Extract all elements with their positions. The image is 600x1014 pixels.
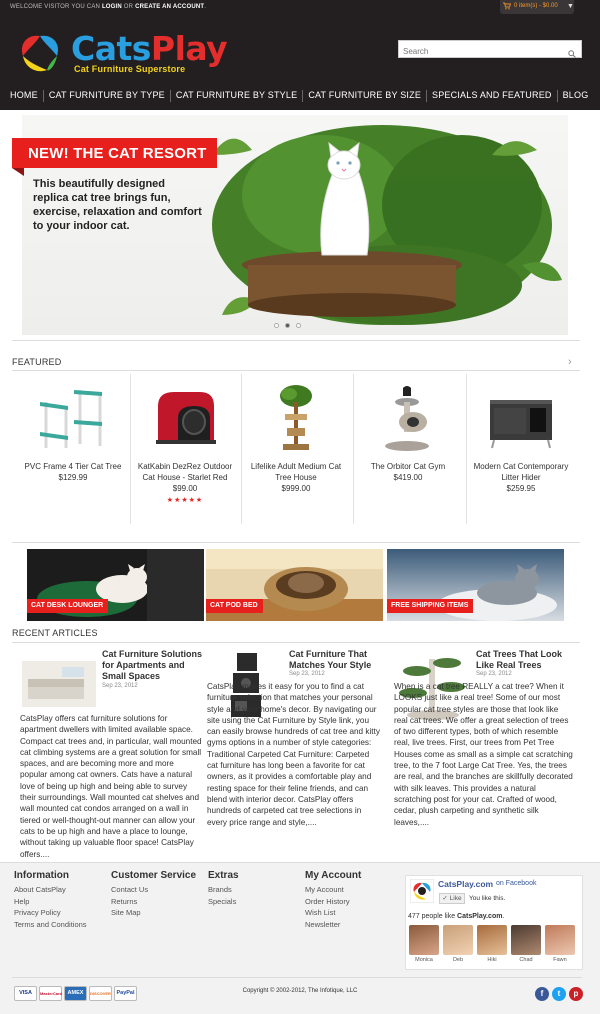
rating-stars: ★★★★★: [166, 497, 204, 504]
fan-name[interactable]: Monica: [415, 957, 433, 963]
banner-cat-desk-lounger[interactable]: [27, 549, 204, 621]
footer-link-wish-list[interactable]: Wish List: [305, 908, 336, 917]
login-link[interactable]: LOGIN: [101, 4, 122, 10]
hero-title[interactable]: NEW! THE CAT RESORT: [28, 145, 207, 162]
product-name[interactable]: The Orbitor Cat Gym: [370, 462, 446, 471]
product-image[interactable]: [261, 382, 331, 452]
facebook-page-name[interactable]: CatsPlay.com: [438, 879, 494, 889]
footer-link-about[interactable]: About CatsPlay: [14, 885, 66, 894]
period-text: .: [204, 4, 207, 10]
nav-by-style[interactable]: CAT FURNITURE BY STYLE: [170, 90, 302, 102]
product-card[interactable]: [17, 374, 129, 524]
logo-icon[interactable]: [15, 30, 65, 76]
slider-dot-2[interactable]: [285, 323, 290, 328]
logo-name-play: Play: [150, 29, 228, 68]
divider: [12, 370, 580, 371]
footer-column-customer-service: [111, 870, 206, 919]
fan-name[interactable]: Hiki: [487, 957, 497, 963]
mastercard-icon: MasterCard: [39, 986, 62, 1001]
fan-name[interactable]: Fawn: [553, 957, 567, 963]
fan-avatar[interactable]: [477, 925, 507, 955]
logo-name-cats: Cats: [71, 29, 151, 68]
search-box[interactable]: [398, 40, 582, 58]
footer-link-sitemap[interactable]: Site Map: [111, 908, 141, 917]
product-image[interactable]: [373, 382, 443, 452]
product-price: $99.00: [172, 484, 198, 493]
fan-avatar[interactable]: [443, 925, 473, 955]
fan-avatar[interactable]: [409, 925, 439, 955]
logo-wordmark[interactable]: [71, 29, 228, 68]
footer-link-my-account[interactable]: My Account: [305, 885, 344, 894]
banner-cat-pod-bed[interactable]: [206, 549, 383, 621]
banner-label: CAT POD BED: [206, 599, 263, 613]
slider-dot-1[interactable]: [274, 323, 279, 328]
product-image[interactable]: [38, 382, 108, 452]
facebook-on-text: on Facebook: [496, 880, 537, 887]
twitter-icon[interactable]: t: [552, 987, 566, 1001]
nav-home[interactable]: HOME: [10, 90, 38, 100]
facebook-like-count: [408, 913, 504, 920]
like-label: Like: [449, 895, 462, 902]
main-nav: [10, 90, 593, 102]
nav-specials[interactable]: SPECIALS AND FEATURED: [426, 90, 557, 102]
chevron-right-icon[interactable]: ›: [568, 356, 572, 368]
product-name[interactable]: Lifelike Adult Medium Cat Tree House: [250, 462, 342, 482]
article-title[interactable]: Cat Furniture That Matches Your Style: [289, 649, 372, 670]
discover-icon: DISCOVER: [89, 986, 112, 1001]
footer-link-newsletter[interactable]: Newsletter: [305, 919, 341, 929]
divider: [12, 977, 582, 978]
footer-heading: Information: [14, 870, 69, 881]
cart-icon: [503, 2, 511, 10]
article-excerpt: CatsPlay offers cat furniture solutions for apartment dwellers with limited available space. Compact cat trees and, in particular, wall mounted cat climbing systems are a great solution for small spaces, and are becoming more and more popular among cat owners. Cats have a natural love of being up high and being able to survey their surroundings. Wall mounted cat shelves and wall mounted cat condos arranged on a wall in tiered or well-thought-out manner can allow your cats to be up high and have a place to lounge, without taking up valuable floor space! CatsPlay offers....: [20, 714, 202, 859]
slider-pagination: [274, 323, 301, 328]
divider: [12, 340, 580, 341]
footer-link-privacy[interactable]: Privacy Policy: [14, 908, 61, 917]
footer-column-information: [14, 870, 109, 930]
search-icon[interactable]: [568, 45, 576, 53]
banner-label: CAT DESK LOUNGER: [27, 599, 108, 613]
hero-description: This beautifully designed replica cat tree brings fun, exercise, relaxation and comfort to your indoor cat.: [33, 178, 202, 232]
footer-column-extras: [208, 870, 298, 907]
product-card[interactable]: [352, 374, 464, 524]
product-name[interactable]: Modern Cat Contemporary Litter Hider: [473, 462, 569, 482]
article-title[interactable]: Cat Trees That Look Like Real Trees: [476, 649, 563, 670]
article-date: Sep 23, 2012: [289, 671, 325, 677]
nav-blog[interactable]: BLOG: [557, 90, 594, 102]
chevron-down-icon[interactable]: ▼: [567, 3, 574, 10]
footer-link-contact[interactable]: Contact Us: [111, 885, 149, 894]
footer-link-specials[interactable]: Specials: [208, 896, 237, 906]
visa-icon: VISA: [14, 986, 37, 1001]
or-text: OR: [121, 4, 136, 10]
pinterest-icon[interactable]: p: [569, 987, 583, 1001]
create-account-link[interactable]: CREATE AN ACCOUNT: [135, 4, 205, 10]
facebook-icon[interactable]: f: [535, 987, 549, 1001]
welcome-text: WELCOME VISITOR YOU CAN: [10, 4, 102, 10]
fan-avatar[interactable]: [545, 925, 575, 955]
footer-link-returns[interactable]: Returns: [111, 896, 138, 906]
fan-name[interactable]: Deb: [452, 957, 464, 963]
footer-heading: Customer Service: [111, 870, 197, 881]
article-excerpt: When is a cat tree REALLY a cat tree? When it LOOKS just like a real tree! Some of our most popular cat tree styles are those that look like real cat trees. We offer a great selection of trees of two different types, both of which resemble real, live trees. First, our trees from Pet Tree Houses come as small as a simple cat scratching tree, to the 7 foot Large Cat Tree. Yes, the trees are real, and the branches are skillfully decorated with silk leaves. This provides a natural scratching post for your cat. Crafted of wood, cedar, plush carpeting and synthetic silk leaves,....: [394, 682, 573, 827]
like-count-page[interactable]: CatsPlay.com: [457, 913, 503, 920]
footer-link-order-history[interactable]: Order History: [305, 896, 350, 906]
product-image[interactable]: [150, 382, 220, 452]
footer-heading: Extras: [208, 870, 239, 881]
divider: [12, 642, 580, 643]
amex-icon: AMEX: [64, 986, 87, 1001]
footer-column-my-account: [305, 870, 400, 930]
product-card[interactable]: [465, 374, 577, 524]
recent-articles-heading: RECENT ARTICLES: [12, 628, 98, 638]
nav-by-type[interactable]: CAT FURNITURE BY TYPE: [43, 90, 170, 102]
article-title[interactable]: Cat Furniture Solutions for Apartments and Small Spaces: [102, 649, 202, 681]
like-count-period: .: [502, 913, 505, 920]
product-card[interactable]: [240, 374, 352, 524]
article-date: Sep 23, 2012: [476, 671, 512, 677]
search-input[interactable]: [399, 44, 559, 60]
product-image[interactable]: [486, 382, 556, 452]
fan-avatar[interactable]: [511, 925, 541, 955]
banner-label: FREE SHIPPING ITEMS: [387, 599, 473, 613]
nav-by-size[interactable]: CAT FURNITURE BY SIZE: [302, 90, 426, 102]
featured-heading: FEATURED: [12, 357, 62, 367]
cart-summary[interactable]: 0 item(s) - $0.00: [514, 3, 558, 9]
fan-name[interactable]: Chad: [519, 957, 533, 963]
divider: [12, 542, 580, 543]
product-price: $129.99: [58, 473, 88, 482]
product-name[interactable]: KatKabin DezRez Outdoor Cat House - Starlet Red: [137, 462, 233, 482]
thumbs-up-icon: ✓: [442, 895, 448, 902]
welcome-bar: [10, 4, 206, 10]
article-excerpt: CatsPlay makes it easy for you to find a cat furniture selection that matches your personal style and your home's decor. By navigating our site using the Cat Furniture by Style link, you can easily browse hundreds of cat tree and kitty gyms options in a number of style categories: Traditional Carpeted Cat Furniture: Carpeted cat furniture has long been a favorite for cat owners, as it provides a comfortable play and resting space for their feline friends, and can blend with interior decor. CatsPlay offers hundreds of carpeted cat tree selections in every price range and style,....: [207, 682, 380, 827]
product-price: $999.00: [281, 484, 311, 493]
footer-link-brands[interactable]: Brands: [208, 885, 232, 894]
facebook-like-button[interactable]: [439, 893, 465, 904]
hero-ribbon-fold: [12, 168, 24, 176]
product-price: $419.00: [393, 473, 423, 482]
footer-link-help[interactable]: Help: [14, 896, 30, 906]
copyright-text: Copyright © 2002-2012, The Infotique, LLC: [242, 988, 358, 994]
banner-free-shipping[interactable]: [387, 549, 564, 621]
product-name[interactable]: PVC Frame 4 Tier Cat Tree: [24, 462, 122, 471]
article-date: Sep 23, 2012: [102, 683, 138, 689]
product-card[interactable]: [129, 374, 241, 524]
paypal-icon: PayPal: [114, 986, 137, 1001]
logo-tagline: Cat Furniture Superstore: [74, 64, 186, 74]
article-thumbnail[interactable]: [22, 661, 96, 707]
footer-heading: My Account: [305, 870, 362, 881]
slider-dot-3[interactable]: [296, 323, 301, 328]
like-count-text: 477 people like: [408, 913, 458, 920]
product-price: $259.95: [506, 484, 536, 493]
you-like-text: You like this.: [469, 895, 506, 902]
catsplay-avatar-icon[interactable]: [410, 879, 434, 903]
footer-link-terms[interactable]: Terms and Conditions: [14, 919, 87, 929]
